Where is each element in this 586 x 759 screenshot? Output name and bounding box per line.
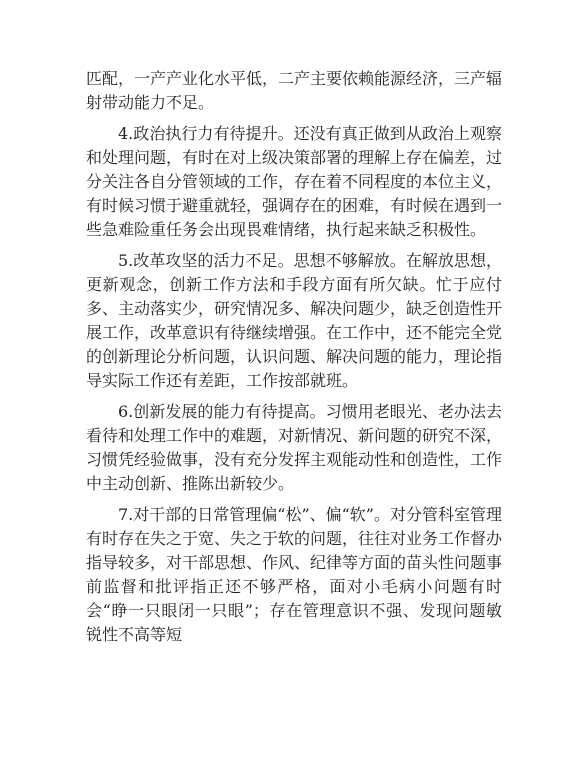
document-body [86, 67, 502, 654]
paragraph-reform-vitality: 5.改革攻坚的活力不足。思想不够解放。在解放思想，更新观念，创新工作方法和手段方面有所欠缺。忙于应付多、主动落实少，研究情况多、解决问题少，缺乏创造性开展工作，改革意识有待继续增强。在工作中，还不能完全党的创新理论分析问题，认识问题、解决问题的能力，理论指导实际工作还有差距，工作按部就班。 [86, 251, 503, 390]
paragraph-cadre-management: 7.对干部的日常管理偏“松”、偏“软”。对分管科室管理有时存在失之于宽、失之于软的问题，往往对业务工作督办指导较多，对干部思想、作风、纪律等方面的苗头性问题事前监督和批评指正还不够严格，面对小毛病小问题有时会“睁一只眼闭一只眼”；存在管理意识不强、发现问题敏锐性不高等短 [86, 505, 503, 644]
paragraph-political-execution: 4.政治执行力有待提升。还没有真正做到从政治上观察和处理问题，有时在对上级决策部署的理解上存在偏差，过分关注各自分管领域的工作，存在着不同程度的本位主义，有时候习惯于避重就轻，强调存在的困难，有时候在遇到一些急难险重任务会出现畏难情绪，执行起来缺乏积极性。 [86, 124, 503, 239]
paragraph-innovation-ability: 6.创新发展的能力有待提高。习惯用老眼光、老办法去看待和处理工作中的难题，对新情况、新问题的研究不深，习惯凭经验做事，没有充分发挥主观能动性和创造性，工作中主动创新、推陈出新较少。 [86, 402, 503, 493]
paragraph-continuation: 匹配，一产产业化水平低，二产主要依赖能源经济，三产辐射带动能力不足。 [86, 69, 503, 112]
